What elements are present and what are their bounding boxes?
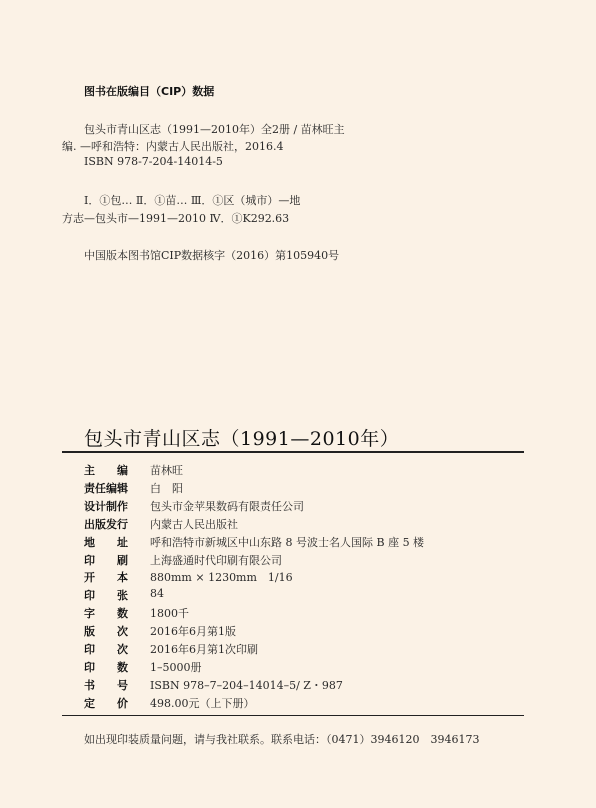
cip-record-line-1: 包头市青山区志（1991—2010年）全2册 / 苗林旺主 — [84, 123, 345, 136]
detail-row — [84, 605, 524, 622]
detail-row — [84, 480, 524, 497]
cip-heading: 图书在版编目（CIP）数据 — [84, 85, 215, 98]
detail-value: 2016年6月第1版 — [150, 625, 236, 639]
detail-label: 开本 — [84, 571, 128, 585]
detail-value: 880mm × 1230mm 1/16 — [150, 571, 293, 585]
detail-row — [84, 498, 524, 515]
detail-label: 设计制作 — [84, 499, 128, 513]
detail-value: 84 — [150, 587, 164, 601]
detail-row — [84, 534, 524, 551]
detail-label: 主编 — [84, 464, 128, 477]
cip-verification-line: 中国版本图书馆CIP数据核字（2016）第105940号 — [84, 249, 340, 262]
detail-value: 白 阳 — [150, 481, 183, 495]
detail-label: 印刷 — [84, 553, 128, 567]
detail-row — [84, 587, 524, 604]
detail-row — [84, 677, 524, 694]
detail-row — [84, 623, 524, 640]
cip-isbn-line: ISBN 978-7-204-14014-5 — [84, 155, 223, 168]
detail-value: 1–5000册 — [150, 660, 202, 674]
detail-value: 苗林旺 — [150, 464, 183, 477]
detail-value: 内蒙古人民出版社 — [150, 517, 238, 531]
detail-value: 1800千 — [150, 607, 189, 621]
detail-value: 呼和浩特市新城区中山东路 8 号波士名人国际 B 座 5 楼 — [150, 535, 425, 549]
detail-label: 字数 — [84, 607, 128, 621]
detail-label: 定价 — [84, 696, 128, 710]
detail-row — [84, 569, 524, 586]
cip-classification-line-2: 方志—包头市—1991—2010 Ⅳ．①K292.63 — [62, 212, 290, 225]
cip-record-line-2: 编. —呼和浩特：内蒙古人民出版社，2016.4 — [62, 140, 284, 153]
detail-value: 包头市金苹果数码有限责任公司 — [150, 499, 304, 513]
detail-row — [84, 659, 524, 676]
detail-label: 印数 — [84, 660, 128, 674]
title-rule — [62, 451, 524, 453]
detail-value: ISBN 978–7–204–14014–5/ Z・987 — [150, 678, 343, 692]
detail-row — [84, 695, 524, 712]
detail-label: 地址 — [84, 535, 128, 549]
detail-label: 印张 — [84, 589, 128, 603]
detail-row — [84, 462, 524, 479]
contact-footer: 如出现印装质量问题，请与我社联系。联系电话：（0471）3946120 3946173 — [84, 733, 480, 746]
detail-row — [84, 641, 524, 658]
detail-value: 2016年6月第1次印刷 — [150, 643, 258, 656]
detail-label: 印次 — [84, 643, 128, 656]
book-title: 包头市青山区志（1991—2010年） — [84, 428, 400, 450]
detail-row — [84, 552, 524, 569]
detail-value: 上海盛通时代印刷有限公司 — [150, 553, 282, 567]
detail-value: 498.00元（上下册） — [150, 696, 255, 710]
detail-label: 书号 — [84, 678, 128, 692]
detail-row — [84, 516, 524, 533]
details-bottom-rule — [62, 715, 524, 716]
cip-classification-line-1: Ⅰ．①包… Ⅱ．①苗… Ⅲ．①区（城市）—地 — [84, 194, 301, 207]
detail-label: 责任编辑 — [84, 481, 128, 495]
detail-label: 版次 — [84, 625, 128, 639]
detail-label: 出版发行 — [84, 517, 128, 531]
